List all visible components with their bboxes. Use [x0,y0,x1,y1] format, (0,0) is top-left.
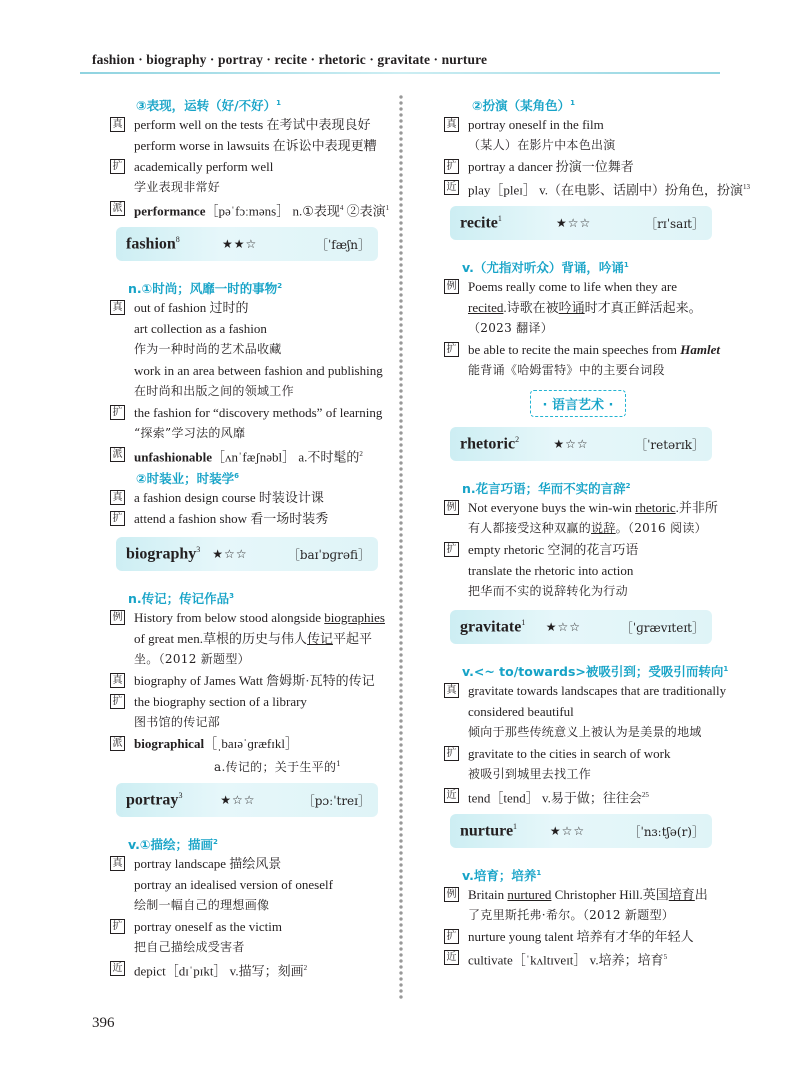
headword-nurture [450,814,712,848]
tag-jin: 近 [110,961,125,976]
tag-kuo: 扩 [110,511,125,526]
tag-kuo: 扩 [444,159,459,174]
translation-line: 在时尚和出版之间的领域工作 [134,384,294,398]
synonym-line: play［pleɪ］ v.（在电影、话剧中）扮角色，扮演$^{13}$ [468,182,751,198]
entry-zhen [444,114,712,156]
entry-li [444,497,718,539]
sense-nurture-1: v.培育；培养$^1$ [462,868,542,884]
example-line: art collection as a fashion [134,321,267,336]
entry-jin [444,947,712,968]
entry-zhen [110,297,383,402]
entry-jin [444,785,712,806]
left-column [110,92,390,979]
tag-jin: 近 [444,788,459,803]
pronunciation: ［ˈfæʃn］ [315,237,370,252]
star-rating: ★☆☆ [220,793,256,807]
page-number: 396 [92,1015,115,1031]
entry-kuo [110,156,378,198]
section-title: · 语言艺术 · [444,387,712,419]
pronunciation: ［ˈretərɪk］ [635,437,704,452]
sense-gravitate-1: v.<~ to/towards>被吸引到；受吸引而转向$^1$ [462,664,729,680]
star-rating: ★☆☆ [556,216,592,230]
sense-rhetoric-1: n.花言巧语；华而不实的言辞$^2$ [462,481,631,497]
headword: recite$^1$ [460,213,502,232]
entry-kuo [110,508,378,529]
headword: nurture$^1$ [460,821,518,840]
tag-zhen: 真 [110,856,125,871]
derivative-line: biographical［ˌbaɪəˈɡræfɪkl］ [134,736,298,751]
derivative-line: performance［pəˈfɔːməns］ n.①表现$^4$ ②表演$^1$ [134,203,390,219]
entry-kuo [444,539,712,602]
headword: rhetoric$^2$ [460,434,520,453]
sense-perform-3: ③表现，运转（好/不好）$^1$ [136,98,282,114]
translation-line: 图书馆的传记部 [134,715,221,729]
pronunciation: ［ˈnɜːtʃə(r)］ [628,824,704,839]
example-line: attend a fashion show 看一场时装秀 [134,511,329,526]
headword-rhetoric [450,427,712,461]
tag-zhen: 真 [444,683,459,698]
pronunciation: ［rɪˈsaɪt］ [645,216,704,231]
tag-kuo: 扩 [444,929,459,944]
entry-kuo [110,916,378,958]
star-rating: ★☆☆ [212,547,248,561]
example-line: portray landscape 描绘风景 [134,856,282,871]
entry-zhen [110,670,378,691]
tag-zhen: 真 [110,117,125,132]
example-line: portray oneself as the victim [134,919,283,934]
example-line: gravitate towards landscapes that are traditionally [468,683,727,698]
tag-pai: 派 [110,736,125,751]
entry-li [444,884,712,926]
tag-li: 例 [444,500,459,515]
entry-pai [110,733,378,775]
entry-kuo [110,402,383,444]
entry-pai [110,198,390,219]
headword-gravitate [450,610,712,644]
synonym-line: depict［dɪˈpɪkt］ v.描写；刻画$^2$ [134,963,308,979]
example-line: be able to recite the main speeches from Hamlet [468,342,720,357]
translation-line: 学业表现非常好 [134,180,221,194]
translation-line: 能背诵《哈姆雷特》中的主要台词段 [468,363,665,377]
entry-jin [444,177,751,198]
entry-kuo [444,156,712,177]
translation-line: 被吸引到城里去找工作 [468,767,592,781]
sense-portray-2: ②扮演（某角色）$^1$ [472,98,575,114]
example-line: the biography section of a library [134,694,307,709]
right-column [444,92,751,968]
translation-line: 把华而不实的说辞转化为行动 [468,584,628,598]
derivative-line: unfashionable［ʌnˈfæʃnəbl］ a.不时髦的$^2$ [134,449,363,465]
entry-zhen [110,114,378,156]
translation-line: a.传记的；关于生平的$^1$ [214,760,342,774]
example-line: nurture young talent 培养有才华的年轻人 [468,929,694,944]
star-rating: ★☆☆ [553,437,589,451]
tag-zhen: 真 [110,300,125,315]
star-rating: ★☆☆ [549,824,586,838]
pronunciation: ［baɪˈɒɡrəfi］ [287,547,370,562]
synonym-line: tend［tend］ v.易于做；往往会$^{25}$ [468,790,649,806]
tag-kuo: 扩 [444,342,459,357]
example-line: work in an area between fashion and publishing [134,363,383,378]
sense-portray-1: v.①描绘；描画$^2$ [128,837,218,853]
tag-kuo: 扩 [110,919,125,934]
tag-kuo: 扩 [110,159,125,174]
tag-li: 例 [444,887,459,902]
headword: fashion$^8$ [126,234,180,253]
tag-zhen: 真 [444,117,459,132]
tag-pai: 派 [110,201,125,216]
tag-kuo: 扩 [444,746,459,761]
entry-li [110,607,385,670]
sense-fashion-2: ②时装业；时装学$^6$ [136,471,239,487]
example-line: empty rhetoric 空洞的花言巧语 [468,542,639,557]
translation-line: 倾向于那些传统意义上被认为是美景的地域 [468,725,702,739]
headword: gravitate$^1$ [460,617,526,636]
entry-kuo [444,339,720,381]
tag-kuo: 扩 [444,542,459,557]
pronunciation: ［pɔːˈtreɪ］ [302,793,370,808]
translation-line: （某人）在影片中本色出演 [468,138,616,152]
example-line: portray oneself in the film [468,117,604,132]
example-line: portray a dancer 扮演一位舞者 [468,159,634,174]
entry-jin [110,958,378,979]
entry-zhen [110,487,378,508]
header-rule [80,72,720,74]
headword-portray [116,783,378,817]
tag-pai: 派 [110,447,125,462]
star-rating: ★★☆ [222,237,258,251]
translation-line: 把自己描绘成受害者 [134,940,245,954]
running-header: fashion · biography · portray · recite · rhetoric · gravitate · nurture [92,52,488,67]
entry-pai [110,444,378,465]
tag-li: 例 [110,610,125,625]
tag-zhen: 真 [110,673,125,688]
example-line: portray an idealised version of oneself [134,877,333,892]
headword: biography$^3$ [126,544,201,563]
example-line: biography of James Watt 詹姆斯·瓦特的传记 [134,673,375,688]
column-divider [396,94,406,1000]
headword-fashion [116,227,378,261]
tag-kuo: 扩 [110,405,125,420]
translation-line: 绘制一幅自己的理想画像 [134,898,270,912]
example-line: History from below stood alongside biographies [134,610,385,625]
sense-recite-1: v.（尤指对听众）背诵，吟诵$^1$ [462,260,629,276]
example-line: of great men.草根的历史与伟人传记平起平 [134,631,372,646]
entry-kuo [444,743,712,785]
example-line: academically perform well [134,159,274,174]
tag-jin: 近 [444,950,459,965]
translation-line: 坐。（2012 新题型） [134,652,250,666]
example-line: gravitate to the cities in search of work [468,746,671,761]
translation-line: 有人都接受这种双赢的说辞。（2016 阅读） [468,521,707,535]
tag-kuo: 扩 [110,694,125,709]
example-line: perform well on the tests 在考试中表现良好 [134,117,371,132]
headword: portray$^3$ [126,790,183,809]
entry-li [444,276,712,339]
example-line: perform worse in lawsuits 在诉讼中表现更糟 [134,138,377,153]
headword-biography [116,537,378,571]
example-line: the fashion for “discovery methods” of learning [134,405,383,420]
entry-kuo [444,926,712,947]
translation-line: 作为一种时尚的艺术品收藏 [134,342,282,356]
entry-zhen [444,680,727,743]
entry-kuo [110,691,378,733]
example-line: Britain nurtured Christopher Hill.英国培育出 [468,887,708,902]
star-rating: ★☆☆ [545,620,582,634]
tag-jin: 近 [444,180,459,195]
example-line: recited.诗歌在被吟诵时才真正鲜活起来。 [468,300,702,315]
translation-line: （2023 翻译） [468,321,554,335]
sense-biography-1: n.传记；传记作品$^3$ [128,591,235,607]
example-line: considered beautiful [468,704,574,719]
tag-li: 例 [444,279,459,294]
example-line: Poems really come to life when they are [468,279,678,294]
synonym-line: cultivate［ˈkʌltɪveɪt］ v.培养；培育$^5$ [468,952,668,968]
translation-line: 了克里斯托弗·希尔。（2012 新题型） [468,908,675,922]
tag-zhen: 真 [110,490,125,505]
example-line: translate the rhetoric into action [468,563,634,578]
translation-line: “探索”学习法的风靡 [134,426,246,440]
entry-zhen [110,853,378,916]
example-line: a fashion design course 时装设计课 [134,490,324,505]
headword-recite [450,206,712,240]
sense-fashion-1: n.①时尚；风靡一时的事物$^2$ [128,281,283,297]
pronunciation: ［ˈɡrævɪteɪt］ [620,620,704,635]
example-line: Not everyone buys the win-win rhetoric.并非所 [468,500,718,515]
example-line: out of fashion 过时的 [134,300,249,315]
